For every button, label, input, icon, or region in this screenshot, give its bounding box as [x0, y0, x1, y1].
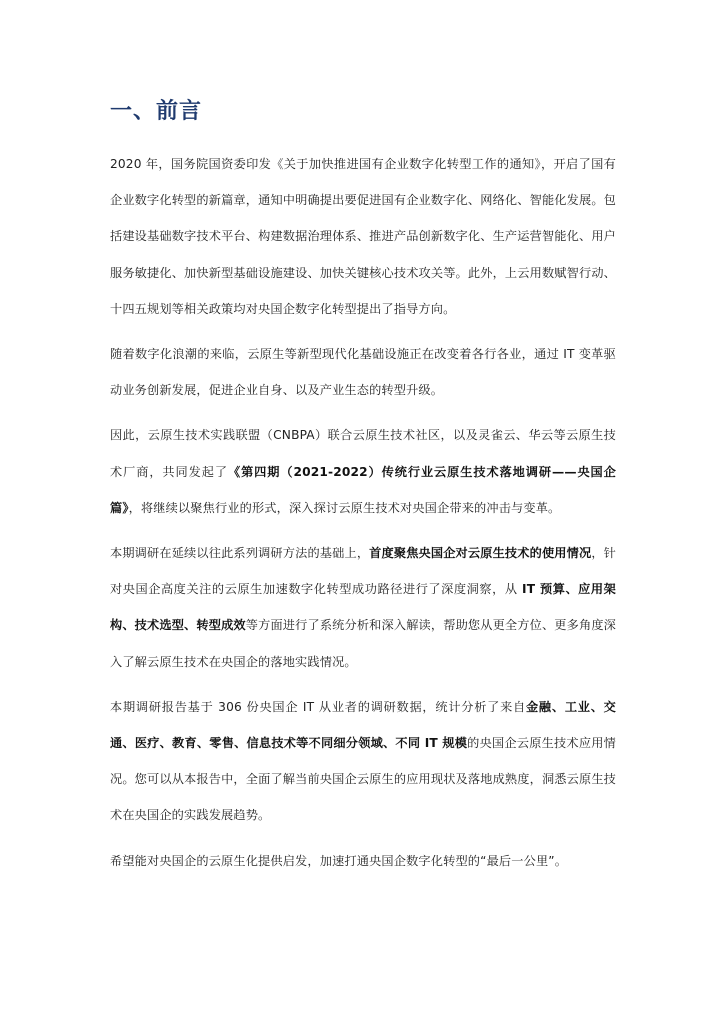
paragraph-6 — [110, 843, 616, 879]
report-title-emphasis: 《第四期（2021-2022）传统行业云原生技术落地调研——央国企篇》 — [110, 464, 616, 515]
paragraph-4-text-a: 本期调研在延续以往此系列调研方法的基础上， — [110, 546, 370, 561]
focus-emphasis: 首度聚焦央国企对云原生技术的使用情况 — [369, 546, 592, 561]
paragraph-4-text-b: ，针对央国企高度关注的云原生加速数字化转型成功路径进行了深度洞察，从 — [110, 546, 616, 597]
paragraph-5-text-b: 的央国企云原生技术应用情况。您可以从本报告中，全面了解当前央国企云原生的应用现状及落地成熟度，洞悉云原生技术在央国企的实践发展趋势。 — [110, 736, 617, 823]
paragraph-3-text-b: ，将继续以聚焦行业的形式，深入探讨云原生技术对央国企带来的冲击与变革。 — [128, 500, 561, 515]
industries-emphasis: 金融、工业、交通、医疗、教育、零售、信息技术等不同细分领域、不同 IT 规模 — [110, 699, 616, 751]
preface-body — [110, 146, 616, 888]
paragraph-4-text-c: 等方面进行了系统分析和深入解读，帮助您从更全方位、更多角度深入了解云原生技术在央国企的落地实践情况。 — [110, 618, 617, 669]
section-heading: 一、前言 — [110, 99, 203, 124]
paragraph-5 — [110, 689, 616, 834]
paragraph-1-text: 2020 年，国务院国资委印发《关于加快推进国有企业数字化转型工作的通知》，开启了国有企业数字化转型的新篇章，通知中明确提出要促进国有企业数字化、网络化、智能化发展。包括建设基础数字技术平台、构建数据治理体系、推进产品创新数字化、生产运营智能化、用户服务敏捷化、加快新型基础设施建设、加快关键核心技术攻关等。此外，上云用数赋智行动、十四五规划等相关政策均对央国企数字化转型提出了指导方向。 — [110, 157, 616, 316]
paragraph-2-text: 随着数字化浪潮的来临，云原生等新型现代化基础设施正在改变着各行各业，通过 IT 变革驱动业务创新发展，促进企业自身、以及产业生态的转型升级。 — [110, 347, 616, 398]
paragraph-6-text: 希望能对央国企的云原生化提供启发，加速打通央国企数字化转型的“最后一公里”。 — [110, 853, 568, 868]
paragraph-3 — [110, 417, 616, 526]
paragraph-2 — [110, 336, 616, 408]
paragraph-1 — [110, 146, 616, 327]
paragraph-5-text-a: 本期调研报告基于 306 份央国企 IT 从业者的调研数据，统计分析了来自 — [110, 699, 526, 714]
paragraph-3-text-a: 因此，云原生技术实践联盟（CNBPA）联合云原生技术社区，以及灵雀云、华云等云原生技术厂商，共同发起了 — [110, 428, 616, 479]
analysis-dimensions-emphasis: IT 预算、应用架构、技术选型、转型成效 — [110, 582, 616, 633]
paragraph-4 — [110, 535, 616, 680]
